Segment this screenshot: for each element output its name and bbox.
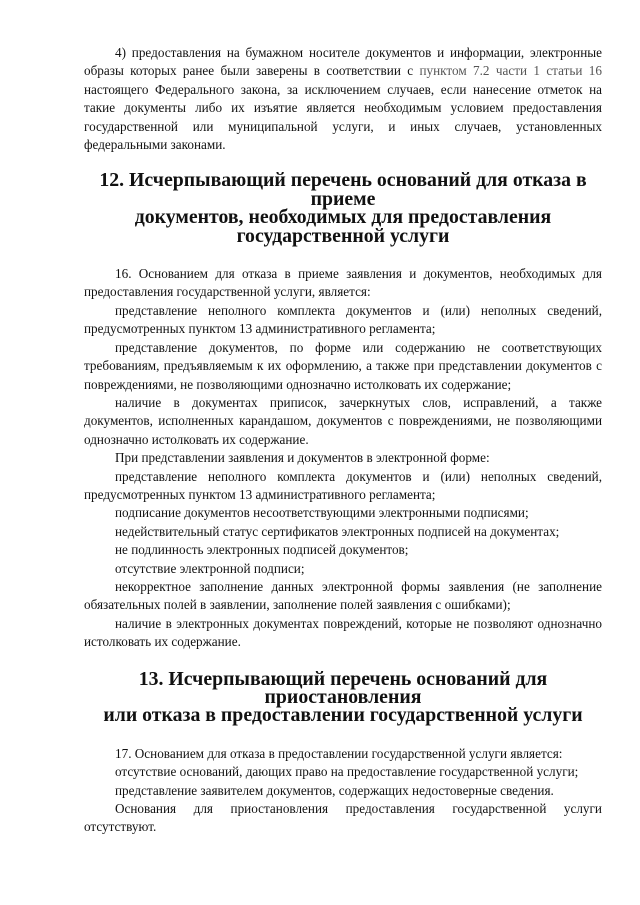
section-12-paragraph: представление неполного комплекта документов и (или) неполных сведений, предусмотренных пунктом 13 административного регламента; [84,468,602,502]
section-12-heading-line: 12. Исчерпывающий перечень оснований для отказа в приеме [99,169,587,210]
section-12-heading-line: документов, необходимых для предоставления [134,206,552,229]
section-12-heading-line: государственной услуги [236,224,450,247]
section-12-body [84,265,602,652]
section-12-paragraph: При представлении заявления и документов в электронной форме: [115,450,490,466]
document-page [84,44,602,837]
section-13-heading [84,667,602,727]
section-13-heading-line: 13. Исчерпывающий перечень оснований для приостановления [138,667,548,708]
section-12-paragraph: не подлинность электронных подписей документов; [115,542,409,558]
section-12-paragraph: представление документов, по форме или содержанию не соответствующих требованиям, предъявляемым к их оформлению, а также при представлении документов с повреждениями, не позволяющими однозначно истолковать их содержание; [84,339,602,392]
intro-text-start: 4) предоставления на бумажном носителе документов и информации, электронные образы которых ранее были заверены в соответствии с [84,45,602,79]
section-12-paragraph: отсутствие электронной подписи; [115,560,305,576]
section-12-paragraph: представление неполного комплекта документов и (или) неполных сведений, предусмотренных пунктом 13 административного регламента; [84,302,602,337]
law-reference-link[interactable]: пунктом 7.2 части 1 статьи 16 [419,63,602,79]
section-12-paragraph: недействительный статус сертификатов электронных подписей на документах; [115,523,560,539]
section-12-heading [84,171,602,245]
section-13-body [84,745,602,837]
section-12-paragraph: 16. Основанием для отказа в приеме заявления и документов, необходимых для предоставления государственной услуги, является: [84,266,602,300]
section-12-paragraph: наличие в документах приписок, зачеркнутых слов, исправлений, а также документов, исполненных карандашом, документов с повреждениями, не позволяющими однозначно истолковать их содержание. [84,394,602,447]
section-13-paragraph: отсутствие оснований, дающих право на предоставление государственной услуги; [115,764,579,780]
section-13-paragraph: Основания для приостановления предоставления государственной услуги отсутствуют. [84,801,602,835]
section-13-paragraph: представление заявителем документов, содержащих недостоверные сведения. [115,782,554,798]
section-12-paragraph: некорректное заполнение данных электронной формы заявления (не заполнение обязательных полей в заявлении, заполнение полей заявления с ошибками); [84,578,602,613]
section-13-heading-line: или отказа в предоставлении государственной услуги [103,704,583,727]
intro-paragraph [84,44,602,154]
section-12-paragraph: подписание документов несоответствующими электронными подписями; [115,505,529,521]
section-12-paragraph: наличие в электронных документах повреждений, которые не позволяют однозначно истолковать их содержание. [84,615,602,650]
section-13-paragraph: 17. Основанием для отказа в предоставлении государственной услуги является: [115,745,563,761]
intro-text-end: настоящего Федерального закона, за исключением случаев, если нанесение отметок на такие документы либо их изъятие является необходимым условием предоставления государственной или муниципальной услуги, и иных случаев, установленных федеральными законами. [84,81,602,153]
